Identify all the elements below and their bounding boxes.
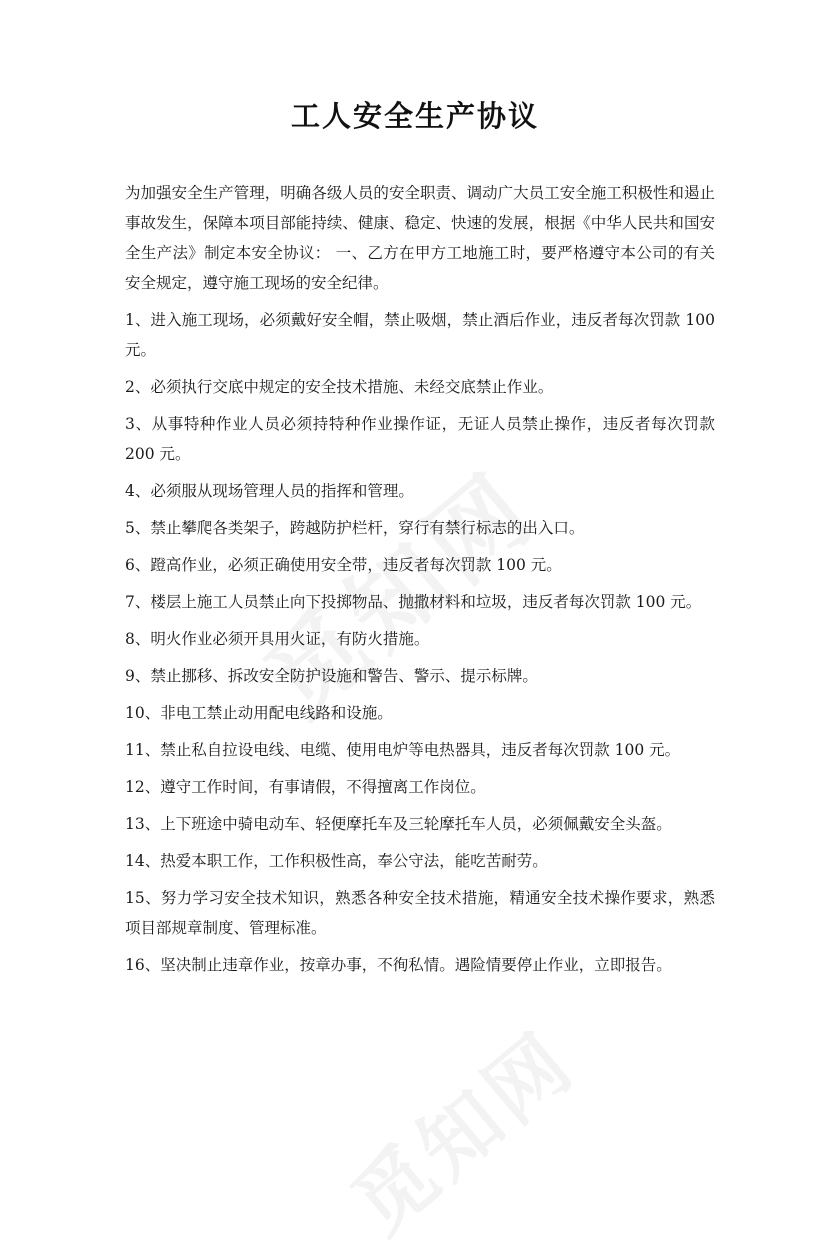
clause-item: 14、热爱本职工作，工作积极性高，奉公守法，能吃苦耐劳。 (125, 852, 548, 870)
clause-item: 12、遵守工作时间，有事请假，不得擅离工作岗位。 (125, 778, 486, 796)
clause-item: 1、进入施工现场，必须戴好安全帽，禁止吸烟，禁止酒后作业，违反者每次罚款 100 元。 (125, 311, 715, 359)
document-body (125, 178, 715, 987)
clause-item: 15、努力学习安全技术知识，熟悉各种安全技术措施，精通安全技术操作要求，熟悉项目部规章制度、管理标准。 (125, 889, 715, 937)
watermark-text (323, 1001, 595, 1254)
clause-item: 16、坚决制止违章作业，按章办事，不徇私情。遇险情要停止作业，立即报告。 (125, 956, 672, 974)
clause-item: 9、禁止挪移、拆改安全防护设施和警告、警示、提示标牌。 (125, 667, 538, 685)
clause-item: 10、非电工禁止动用配电线路和设施。 (125, 704, 393, 722)
clause-item: 6、蹬高作业，必须正确使用安全带，违反者每次罚款 100 元。 (125, 556, 562, 574)
clause-item: 11、禁止私自拉设电线、电缆、使用电炉等电热器具，违反者每次罚款 100 元。 (125, 741, 681, 759)
clause-item: 8、明火作业必须开具用火证，有防火措施。 (125, 630, 430, 648)
clause-item: 13、上下班途中骑电动车、轻便摩托车及三轮摩托车人员，必须佩戴安全头盔。 (125, 815, 672, 833)
document-title: 工人安全生产协议 (290, 99, 539, 133)
intro-paragraph: 为加强安全生产管理，明确各级人员的安全职责、调动广大员工安全施工积极性和遏止事故发生，保障本项目部能持续、健康、稳定、快速的发展，根据《中华人民共和国安全生产法》制定本安全协议： 一、乙方在甲方工地施工时，要严格遵守本公司的有关安全规定，遵守施工现场的安全纪律。 (125, 184, 715, 292)
clause-item: 2、必须执行交底中规定的安全技术措施、未经交底禁止作业。 (125, 378, 554, 396)
clause-item: 7、楼层上施工人员禁止向下投掷物品、抛撒材料和垃圾，违反者每次罚款 100 元。 (125, 593, 702, 611)
clause-item: 4、必须服从现场管理人员的指挥和管理。 (125, 482, 414, 500)
clause-item: 5、禁止攀爬各类架子，跨越防护栏杆，穿行有禁行标志的出入口。 (125, 519, 585, 537)
clause-item: 3、从事特种作业人员必须持特种作业操作证，无证人员禁止操作，违反者每次罚款 200 元。 (125, 415, 715, 463)
